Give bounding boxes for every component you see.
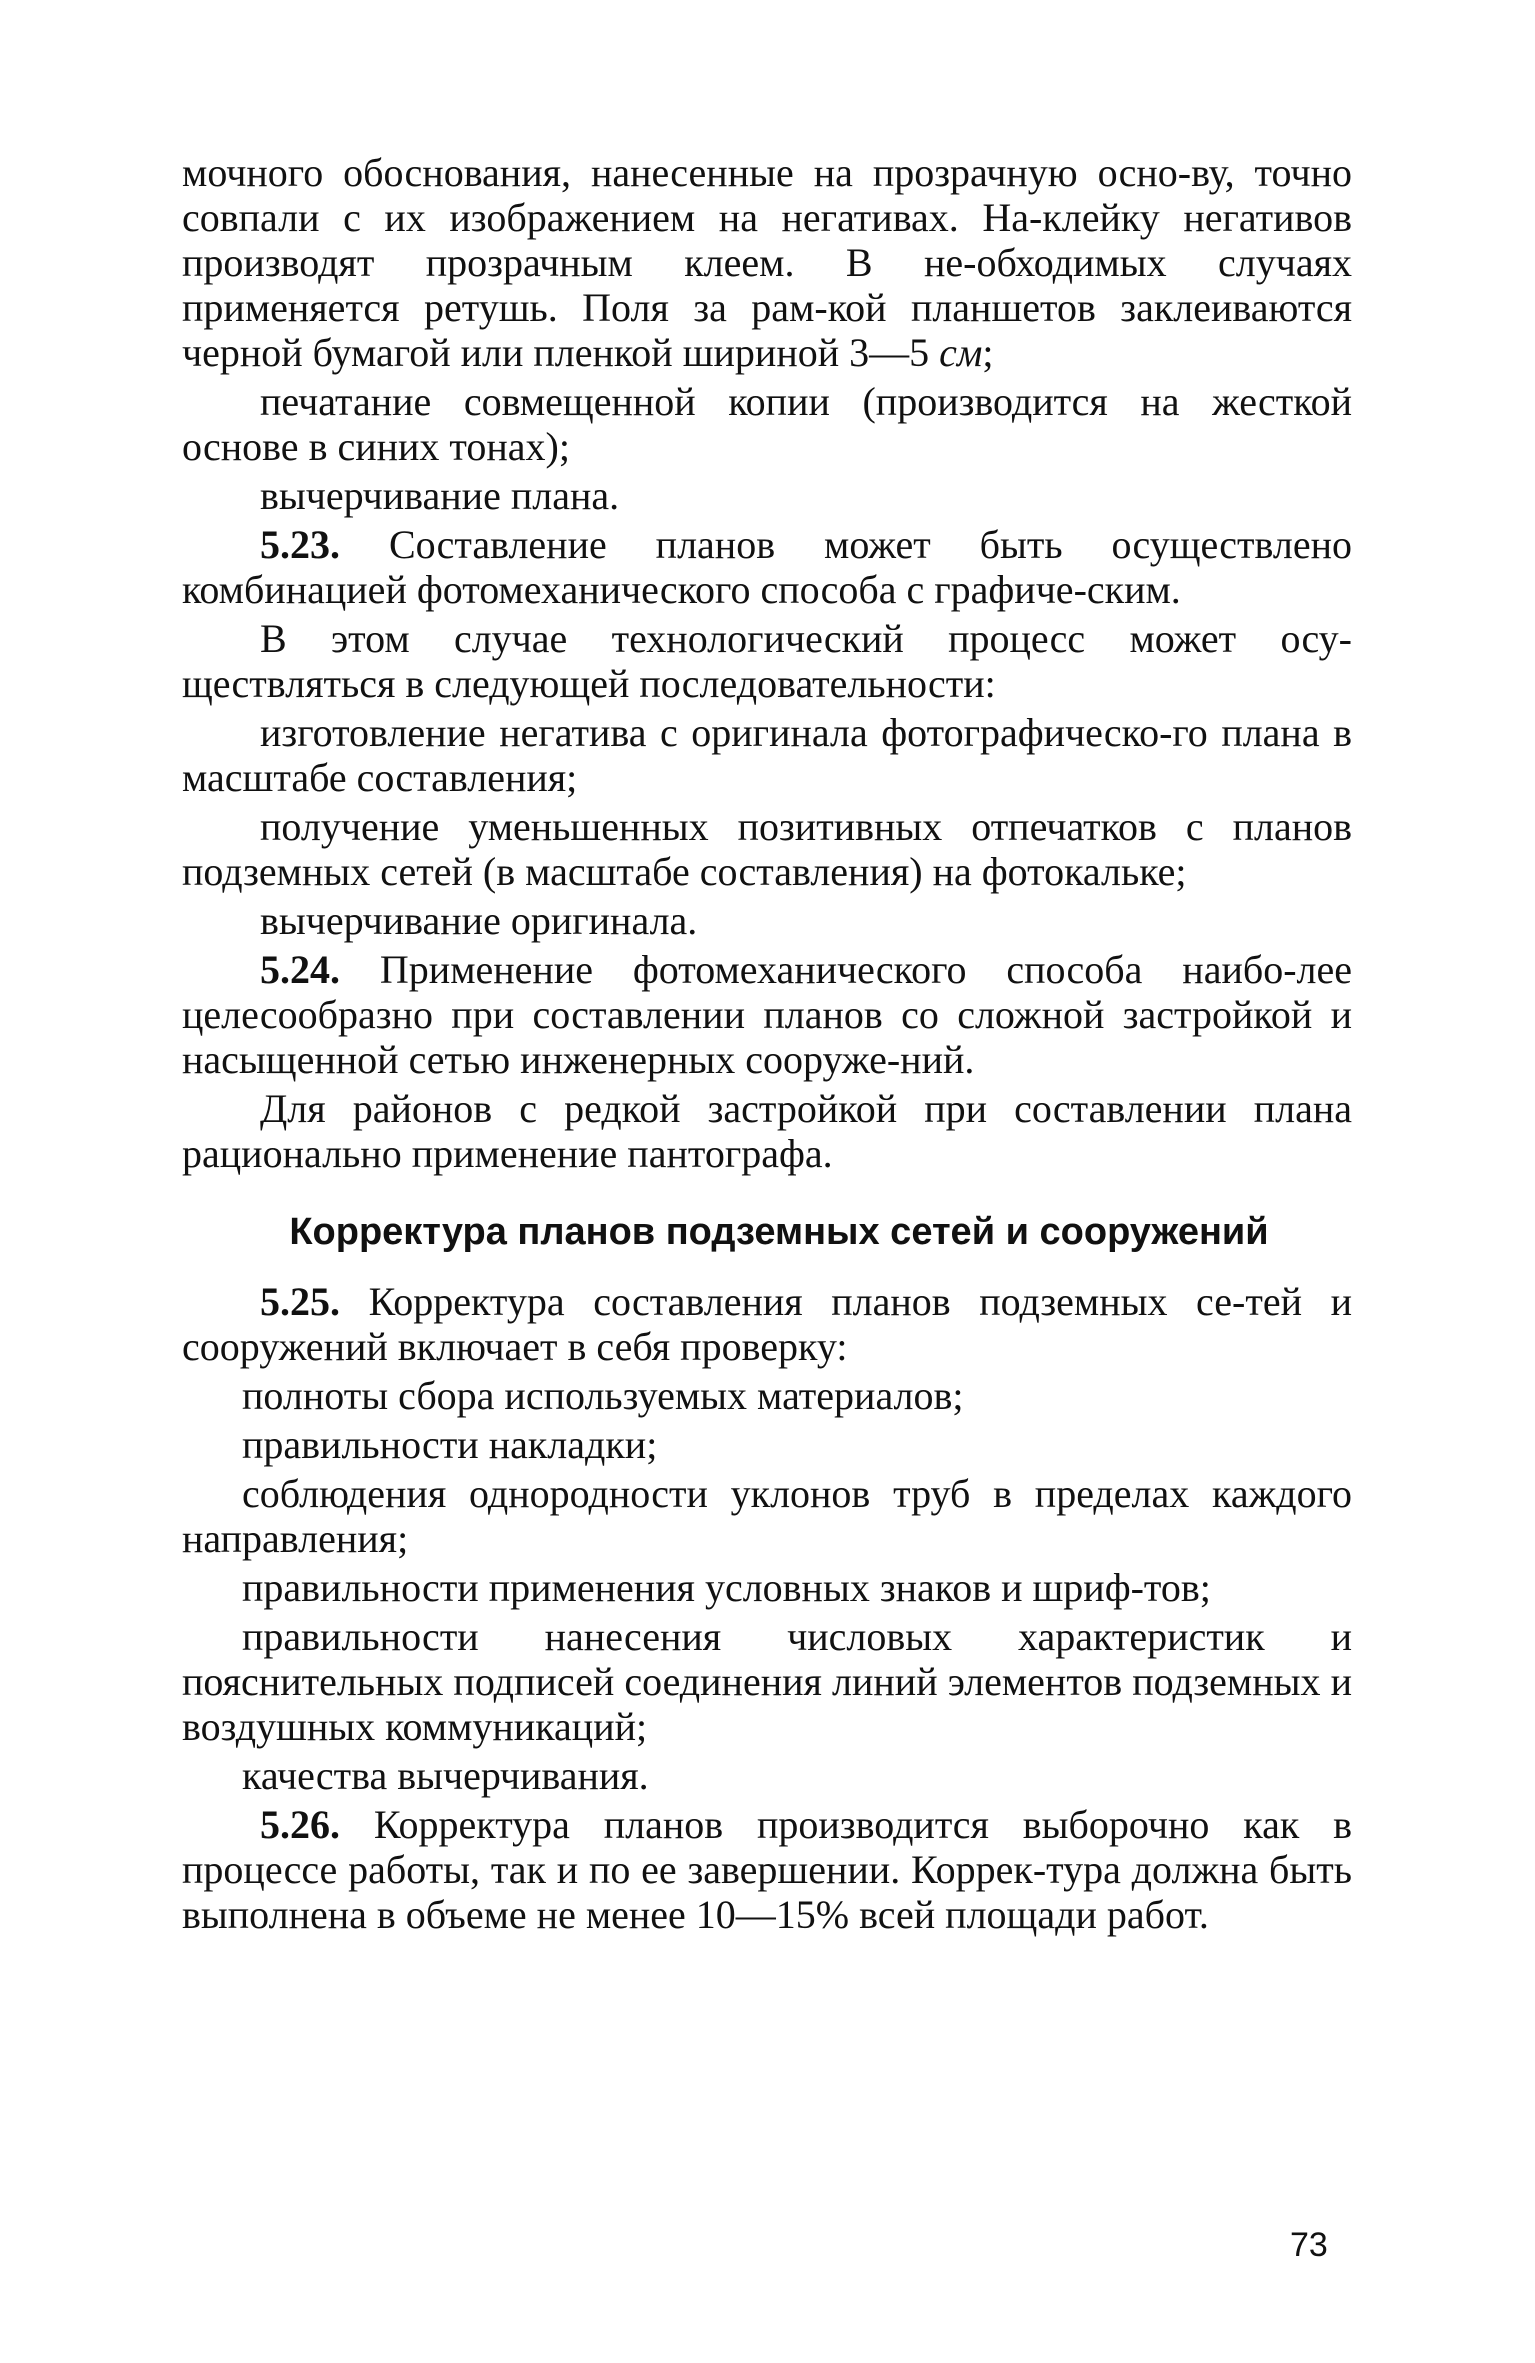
paragraph-pantograph: Для районов с редкой застройкой при составлении плана рационально применение пантографа. (182, 1086, 1352, 1176)
paragraph-sequence: В этом случае технологический процесс может осу-ществляться в следующей последовательности: (182, 616, 1352, 706)
section-text: Корректура планов производится выборочно как в процессе работы, так и по ее завершении. Коррек-тура должна быть выполнена в объеме не менее 10—15% всей площади работ. (182, 1802, 1352, 1937)
list-item-negative: изготовление негатива с оригинала фотографическо-го плана в масштабе составления; (182, 710, 1352, 800)
list-item-numeric: правильности нанесения числовых характеристик и пояснительных подписей соединения линий элементов подземных и воздушных коммуникаций; (182, 1614, 1352, 1749)
section-text: Корректура составления планов подземных се-тей и сооружений включает в себя проверку: (182, 1279, 1352, 1369)
section-number: 5.26. (260, 1802, 340, 1847)
section-5-25 (182, 1279, 1352, 1369)
text: ; (982, 330, 994, 375)
text: мочного обоснования, нанесенные на прозрачную осно-ву, точно совпали с их изображением на негативах. На-клейку негативов производят прозрачным клеем. В не-обходимых случаях применяется ретушь. Поля за рам-кой планшетов заклеиваются черной бумагой или пленкой шириной 3—5 (182, 150, 1352, 375)
unit-cm: см (939, 330, 983, 375)
list-item-quality: качества вычерчивания. (242, 1753, 649, 1798)
list-item-positive-prints: получение уменьшенных позитивных отпечатков с планов подземных сетей (в масштабе составления) на фотокальке; (182, 804, 1352, 894)
section-number: 5.23. (260, 522, 340, 567)
list-item-drawing-plan: вычерчивание плана. (260, 473, 620, 518)
section-heading: Корректура планов подземных сетей и сооружений (289, 1211, 1269, 1253)
section-5-26 (182, 1802, 1352, 1937)
page-body (182, 150, 1352, 1937)
section-number: 5.25. (260, 1279, 340, 1324)
section-number: 5.24. (260, 947, 340, 992)
paragraph-continuation (182, 150, 1352, 375)
list-item-slopes: соблюдения однородности уклонов труб в пределах каждого направления; (182, 1471, 1352, 1561)
list-item-printing: печатание совмещенной копии (производится на жесткой основе в синих тонах); (182, 379, 1352, 469)
list-item-completeness: полноты сбора используемых материалов; (242, 1373, 964, 1418)
page-number: 73 (1290, 2226, 1328, 2264)
section-text: Составление планов может быть осуществлено комбинацией фотомеханического способа с графиче-ским. (182, 522, 1352, 612)
list-item-symbols: правильности применения условных знаков и шриф-тов; (242, 1565, 1211, 1610)
section-5-23 (182, 522, 1352, 612)
list-item-drawing-original: вычерчивание оригинала. (260, 898, 698, 943)
section-5-24 (182, 947, 1352, 1082)
list-item-overlay: правильности накладки; (242, 1422, 658, 1467)
section-text: Применение фотомеханического способа наибо-лее целесообразно при составлении планов со сложной застройкой и насыщенной сетью инженерных сооруже-ний. (182, 947, 1352, 1082)
